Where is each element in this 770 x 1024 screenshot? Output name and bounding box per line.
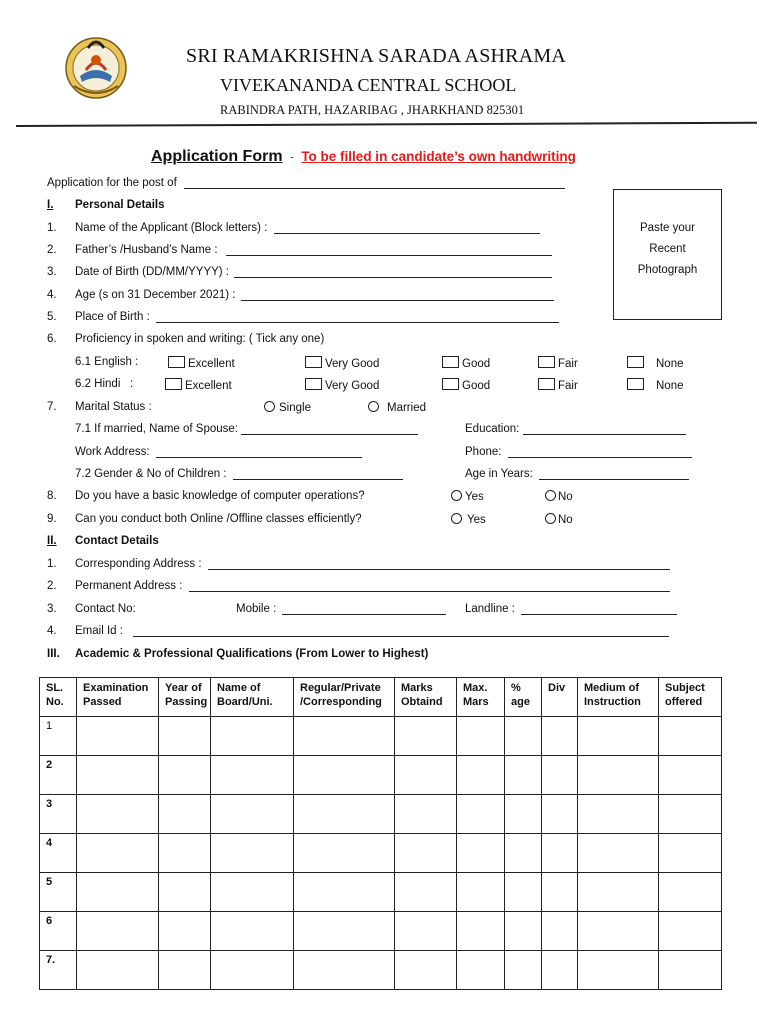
dob-input[interactable] bbox=[234, 266, 552, 278]
yes-label: Yes bbox=[467, 514, 486, 526]
section-academic-num: III. bbox=[47, 648, 60, 660]
no-label: No bbox=[558, 491, 573, 503]
table-cell[interactable] bbox=[659, 834, 722, 873]
spouse-input[interactable] bbox=[241, 423, 418, 435]
title-dash: - bbox=[289, 149, 295, 164]
radio-icon[interactable] bbox=[545, 490, 556, 501]
q9-label: Can you conduct both Online /Offline classes efficiently? bbox=[75, 513, 362, 525]
table-cell[interactable] bbox=[294, 873, 395, 912]
q1-row bbox=[75, 222, 540, 234]
table-row bbox=[40, 951, 722, 990]
photo-text-2: Recent bbox=[649, 243, 686, 255]
table-row bbox=[40, 795, 722, 834]
header-max bbox=[457, 678, 505, 717]
header-text: Subject bbox=[665, 682, 705, 694]
logo-emblem-icon bbox=[64, 34, 128, 100]
table-cell[interactable] bbox=[77, 873, 159, 912]
q4-row bbox=[75, 289, 554, 301]
header-text: Max. bbox=[463, 682, 488, 694]
section-academic bbox=[47, 648, 429, 660]
table-cell[interactable] bbox=[578, 834, 659, 873]
table-cell[interactable] bbox=[659, 912, 722, 951]
radio-icon[interactable] bbox=[545, 513, 556, 524]
married-label: Married bbox=[387, 402, 426, 414]
table-cell[interactable] bbox=[457, 834, 505, 873]
table-cell[interactable] bbox=[77, 834, 159, 873]
header-board bbox=[211, 678, 294, 717]
row-number: 4 bbox=[40, 834, 77, 873]
single-label: Single bbox=[279, 402, 311, 414]
header-sl bbox=[40, 678, 77, 717]
table-row bbox=[40, 756, 722, 795]
landline-input[interactable] bbox=[521, 603, 677, 615]
q2-label: Father’s /Husband’s Name : bbox=[75, 244, 218, 256]
checkbox-icon[interactable] bbox=[168, 356, 185, 368]
table-cell[interactable] bbox=[542, 834, 578, 873]
table-cell[interactable] bbox=[542, 951, 578, 990]
table-cell[interactable] bbox=[395, 951, 457, 990]
hindi-good[interactable] bbox=[442, 378, 490, 392]
checkbox-icon[interactable] bbox=[442, 356, 459, 368]
table-cell[interactable] bbox=[77, 756, 159, 795]
q1-label: Name of the Applicant (Block letters) : bbox=[75, 222, 268, 234]
option-label: Excellent bbox=[188, 358, 235, 370]
row-number: 6 bbox=[40, 912, 77, 951]
english-verygood[interactable] bbox=[305, 356, 379, 370]
phone-row bbox=[465, 446, 692, 458]
education-label: Education: bbox=[465, 423, 520, 435]
radio-icon[interactable] bbox=[368, 401, 379, 412]
post-input[interactable] bbox=[184, 177, 565, 189]
table-cell[interactable] bbox=[294, 912, 395, 951]
q9-yes[interactable] bbox=[451, 513, 486, 526]
header-mode bbox=[294, 678, 395, 717]
hindi-verygood[interactable] bbox=[305, 378, 379, 392]
radio-icon[interactable] bbox=[264, 401, 275, 412]
q7-label: Marital Status : bbox=[75, 401, 152, 413]
school-address: RABINDRA PATH, HAZARIBAG , JHARKHAND 825301 bbox=[220, 103, 525, 117]
post-label: Application for the post of bbox=[47, 177, 177, 189]
header-text: Mars bbox=[463, 696, 489, 708]
table-cell[interactable] bbox=[395, 873, 457, 912]
email-input[interactable] bbox=[133, 625, 669, 637]
c1-label: Corresponding Address : bbox=[75, 558, 202, 570]
table-cell[interactable] bbox=[578, 912, 659, 951]
gender-row bbox=[75, 468, 403, 480]
section-personal-title: Personal Details bbox=[75, 199, 165, 211]
form-title-row bbox=[151, 148, 576, 166]
table-cell[interactable] bbox=[211, 756, 294, 795]
table-cell[interactable] bbox=[505, 951, 542, 990]
table-cell[interactable] bbox=[505, 912, 542, 951]
yes-label: Yes bbox=[465, 491, 484, 503]
table-cell[interactable] bbox=[457, 795, 505, 834]
work-address-row bbox=[75, 446, 362, 458]
age-years-row bbox=[465, 468, 689, 480]
gender-input[interactable] bbox=[233, 468, 403, 480]
section-personal-num: I. bbox=[47, 199, 54, 211]
c1-num: 1. bbox=[47, 558, 57, 570]
section-contact-num: II. bbox=[47, 535, 57, 547]
form-title: Application Form bbox=[151, 148, 283, 165]
table-cell[interactable] bbox=[395, 834, 457, 873]
q6-num: 6. bbox=[47, 333, 57, 345]
table-cell[interactable] bbox=[159, 756, 211, 795]
option-label: None bbox=[656, 358, 684, 370]
option-label: Excellent bbox=[185, 380, 232, 392]
english-none[interactable] bbox=[627, 356, 684, 370]
section-contact bbox=[47, 535, 159, 547]
header-text: Div bbox=[548, 682, 566, 694]
table-cell[interactable] bbox=[659, 795, 722, 834]
age-input[interactable] bbox=[241, 289, 554, 301]
hindi-none[interactable] bbox=[627, 378, 684, 392]
header-subject bbox=[659, 678, 722, 717]
checkbox-icon[interactable] bbox=[538, 378, 555, 390]
table-cell[interactable] bbox=[457, 756, 505, 795]
header-text: No. bbox=[46, 696, 64, 708]
mobile-input[interactable] bbox=[282, 603, 446, 615]
table-cell[interactable] bbox=[505, 873, 542, 912]
table-cell[interactable] bbox=[457, 717, 505, 756]
option-label: None bbox=[656, 380, 684, 392]
form-subtitle: To be filled in candidate’s own handwriting bbox=[301, 149, 576, 164]
header-text: Marks bbox=[401, 682, 433, 694]
header-exam bbox=[77, 678, 159, 717]
table-header-row bbox=[40, 678, 722, 717]
row-number: 5 bbox=[40, 873, 77, 912]
table-cell[interactable] bbox=[395, 756, 457, 795]
table-row bbox=[40, 873, 722, 912]
c2-row bbox=[75, 580, 670, 592]
table-cell[interactable] bbox=[542, 756, 578, 795]
header-text: Instruction bbox=[584, 696, 641, 708]
c1-row bbox=[75, 558, 670, 570]
table-cell[interactable] bbox=[77, 717, 159, 756]
english-excellent[interactable] bbox=[168, 356, 235, 370]
row-number: 1 bbox=[40, 717, 77, 756]
photo-text-1: Paste your bbox=[640, 222, 695, 234]
mobile-label: Mobile : bbox=[236, 603, 277, 615]
table-cell[interactable] bbox=[578, 756, 659, 795]
header-text: Passing bbox=[165, 696, 208, 708]
table-cell[interactable] bbox=[211, 834, 294, 873]
table-cell[interactable] bbox=[659, 756, 722, 795]
header-div bbox=[542, 678, 578, 717]
single-option[interactable] bbox=[264, 401, 311, 414]
education-input[interactable] bbox=[523, 423, 686, 435]
table-cell[interactable] bbox=[659, 951, 722, 990]
c2-label: Permanent Address : bbox=[75, 580, 183, 592]
table-cell[interactable] bbox=[159, 912, 211, 951]
table-row bbox=[40, 834, 722, 873]
hindi-label: 6.2 Hindi : bbox=[75, 378, 134, 390]
photo-box[interactable] bbox=[613, 189, 722, 320]
table-cell[interactable] bbox=[294, 834, 395, 873]
header-text: Passed bbox=[83, 696, 122, 708]
table-cell[interactable] bbox=[211, 951, 294, 990]
table-cell[interactable] bbox=[542, 795, 578, 834]
header-text: Obtaind bbox=[401, 696, 443, 708]
table-cell[interactable] bbox=[159, 951, 211, 990]
table-cell[interactable] bbox=[505, 717, 542, 756]
table-row bbox=[40, 717, 722, 756]
q2-num: 2. bbox=[47, 244, 57, 256]
header-text: offered bbox=[665, 696, 703, 708]
father-name-input[interactable] bbox=[226, 244, 552, 256]
header-medium bbox=[578, 678, 659, 717]
checkbox-icon[interactable] bbox=[627, 356, 644, 368]
q3-label: Date of Birth (DD/MM/YYYY) : bbox=[75, 266, 230, 278]
c2-num: 2. bbox=[47, 580, 57, 592]
table-cell[interactable] bbox=[77, 951, 159, 990]
hindi-excellent[interactable] bbox=[165, 378, 232, 392]
married-option[interactable] bbox=[368, 401, 426, 414]
q9-num: 9. bbox=[47, 513, 57, 525]
table-cell[interactable] bbox=[659, 873, 722, 912]
corresponding-address-input[interactable] bbox=[208, 558, 670, 570]
q7-num: 7. bbox=[47, 401, 57, 413]
table-cell[interactable] bbox=[294, 717, 395, 756]
table-row bbox=[40, 912, 722, 951]
table-cell[interactable] bbox=[542, 912, 578, 951]
header-text: Medium of bbox=[584, 682, 639, 694]
table-cell[interactable] bbox=[505, 756, 542, 795]
header-text: age bbox=[511, 696, 530, 708]
table-cell[interactable] bbox=[395, 717, 457, 756]
q9-no[interactable] bbox=[545, 513, 573, 526]
header-text: /Corresponding bbox=[300, 696, 382, 708]
header-text: Name of bbox=[217, 682, 261, 694]
permanent-address-input[interactable] bbox=[189, 580, 670, 592]
table-cell[interactable] bbox=[159, 717, 211, 756]
q4-num: 4. bbox=[47, 289, 57, 301]
phone-label: Phone: bbox=[465, 446, 502, 458]
header-text: % bbox=[511, 682, 521, 694]
table-cell[interactable] bbox=[211, 873, 294, 912]
section-academic-title: Academic & Professional Qualifications (From Lower to Highest) bbox=[75, 648, 429, 660]
education-row bbox=[465, 423, 686, 435]
mobile-row bbox=[236, 603, 446, 615]
radio-icon[interactable] bbox=[451, 513, 462, 524]
option-label: Fair bbox=[558, 380, 578, 392]
header-text: SL. bbox=[46, 682, 64, 694]
table-cell[interactable] bbox=[505, 834, 542, 873]
header-percent bbox=[505, 678, 542, 717]
english-label: 6.1 English : bbox=[75, 356, 139, 368]
header-divider bbox=[16, 122, 757, 127]
c4-label: Email Id : bbox=[75, 625, 123, 637]
english-fair[interactable] bbox=[538, 356, 578, 370]
table-cell[interactable] bbox=[542, 717, 578, 756]
table-cell[interactable] bbox=[395, 912, 457, 951]
checkbox-icon[interactable] bbox=[442, 378, 459, 390]
landline-label: Landline : bbox=[465, 603, 515, 615]
q8-yes[interactable] bbox=[451, 490, 484, 503]
table-cell[interactable] bbox=[659, 717, 722, 756]
q3-row bbox=[75, 266, 552, 278]
checkbox-icon[interactable] bbox=[165, 378, 182, 390]
q5-label: Place of Birth : bbox=[75, 311, 150, 323]
radio-icon[interactable] bbox=[451, 490, 462, 501]
q1-num: 1. bbox=[47, 222, 57, 234]
table-cell[interactable] bbox=[77, 795, 159, 834]
q8-num: 8. bbox=[47, 490, 57, 502]
english-good[interactable] bbox=[442, 356, 490, 370]
hindi-fair[interactable] bbox=[538, 378, 578, 392]
header-text: Examination bbox=[83, 682, 149, 694]
table-cell[interactable] bbox=[578, 717, 659, 756]
q5-num: 5. bbox=[47, 311, 57, 323]
table-cell[interactable] bbox=[457, 912, 505, 951]
section-contact-title: Contact Details bbox=[75, 535, 159, 547]
header-text: Board/Uni. bbox=[217, 696, 273, 708]
table-cell[interactable] bbox=[505, 795, 542, 834]
section-personal bbox=[47, 199, 165, 211]
header-year bbox=[159, 678, 211, 717]
spouse-row bbox=[75, 423, 418, 435]
work-address-input[interactable] bbox=[156, 446, 362, 458]
table-cell[interactable] bbox=[578, 873, 659, 912]
birthplace-input[interactable] bbox=[156, 311, 559, 323]
landline-row bbox=[465, 603, 677, 615]
school-name-line1: SRI RAMAKRISHNA SARADA ASHRAMA bbox=[186, 45, 566, 67]
q8-no[interactable] bbox=[545, 490, 573, 503]
phone-input[interactable] bbox=[508, 446, 692, 458]
work-address-label: Work Address: bbox=[75, 446, 150, 458]
table-cell[interactable] bbox=[159, 795, 211, 834]
table-cell[interactable] bbox=[294, 795, 395, 834]
table-cell[interactable] bbox=[457, 951, 505, 990]
table-cell[interactable] bbox=[211, 717, 294, 756]
school-name-line2: VIVEKANANDA CENTRAL SCHOOL bbox=[220, 75, 517, 95]
photo-text-3: Photograph bbox=[637, 264, 698, 276]
q4-label: Age (s on 31 December 2021) : bbox=[75, 289, 236, 301]
row-number: 7. bbox=[40, 951, 77, 990]
qualifications-table bbox=[39, 677, 722, 990]
q8-label: Do you have a basic knowledge of computer operations? bbox=[75, 490, 365, 502]
c3-num: 3. bbox=[47, 603, 57, 615]
gender-label: 7.2 Gender & No of Children : bbox=[75, 468, 227, 480]
table-cell[interactable] bbox=[211, 795, 294, 834]
checkbox-icon[interactable] bbox=[305, 356, 322, 368]
table-cell[interactable] bbox=[578, 951, 659, 990]
q5-row bbox=[75, 311, 559, 323]
table-cell[interactable] bbox=[578, 795, 659, 834]
c4-num: 4. bbox=[47, 625, 57, 637]
post-row bbox=[47, 177, 565, 189]
table-cell[interactable] bbox=[159, 834, 211, 873]
applicant-name-input[interactable] bbox=[274, 222, 540, 234]
table-cell[interactable] bbox=[77, 912, 159, 951]
table-cell[interactable] bbox=[211, 912, 294, 951]
option-label: Good bbox=[462, 380, 491, 392]
header-text: Year of bbox=[165, 682, 202, 694]
checkbox-icon[interactable] bbox=[538, 356, 555, 368]
checkbox-icon[interactable] bbox=[305, 378, 322, 390]
row-number: 3 bbox=[40, 795, 77, 834]
age-years-input[interactable] bbox=[539, 468, 689, 480]
age-years-label: Age in Years: bbox=[465, 468, 533, 480]
no-label: No bbox=[558, 514, 573, 526]
option-label: Good bbox=[462, 358, 491, 370]
option-label: Very Good bbox=[325, 380, 380, 392]
school-logo bbox=[64, 34, 128, 100]
option-label: Fair bbox=[558, 358, 578, 370]
option-label: Very Good bbox=[325, 358, 380, 370]
q3-num: 3. bbox=[47, 266, 57, 278]
table-cell[interactable] bbox=[542, 873, 578, 912]
table-cell[interactable] bbox=[395, 795, 457, 834]
header-marks bbox=[395, 678, 457, 717]
header-text: Regular/Private bbox=[300, 682, 381, 694]
c3-label: Contact No: bbox=[75, 603, 136, 615]
checkbox-icon[interactable] bbox=[627, 378, 644, 390]
row-number: 2 bbox=[40, 756, 77, 795]
spouse-label: 7.1 If married, Name of Spouse: bbox=[75, 423, 238, 435]
table-cell[interactable] bbox=[294, 756, 395, 795]
c4-row bbox=[75, 625, 669, 637]
table-cell[interactable] bbox=[457, 873, 505, 912]
q2-row bbox=[75, 244, 552, 256]
q6-label: Proficiency in spoken and writing: ( Tick any one) bbox=[75, 333, 325, 345]
table-cell[interactable] bbox=[294, 951, 395, 990]
table-cell[interactable] bbox=[159, 873, 211, 912]
